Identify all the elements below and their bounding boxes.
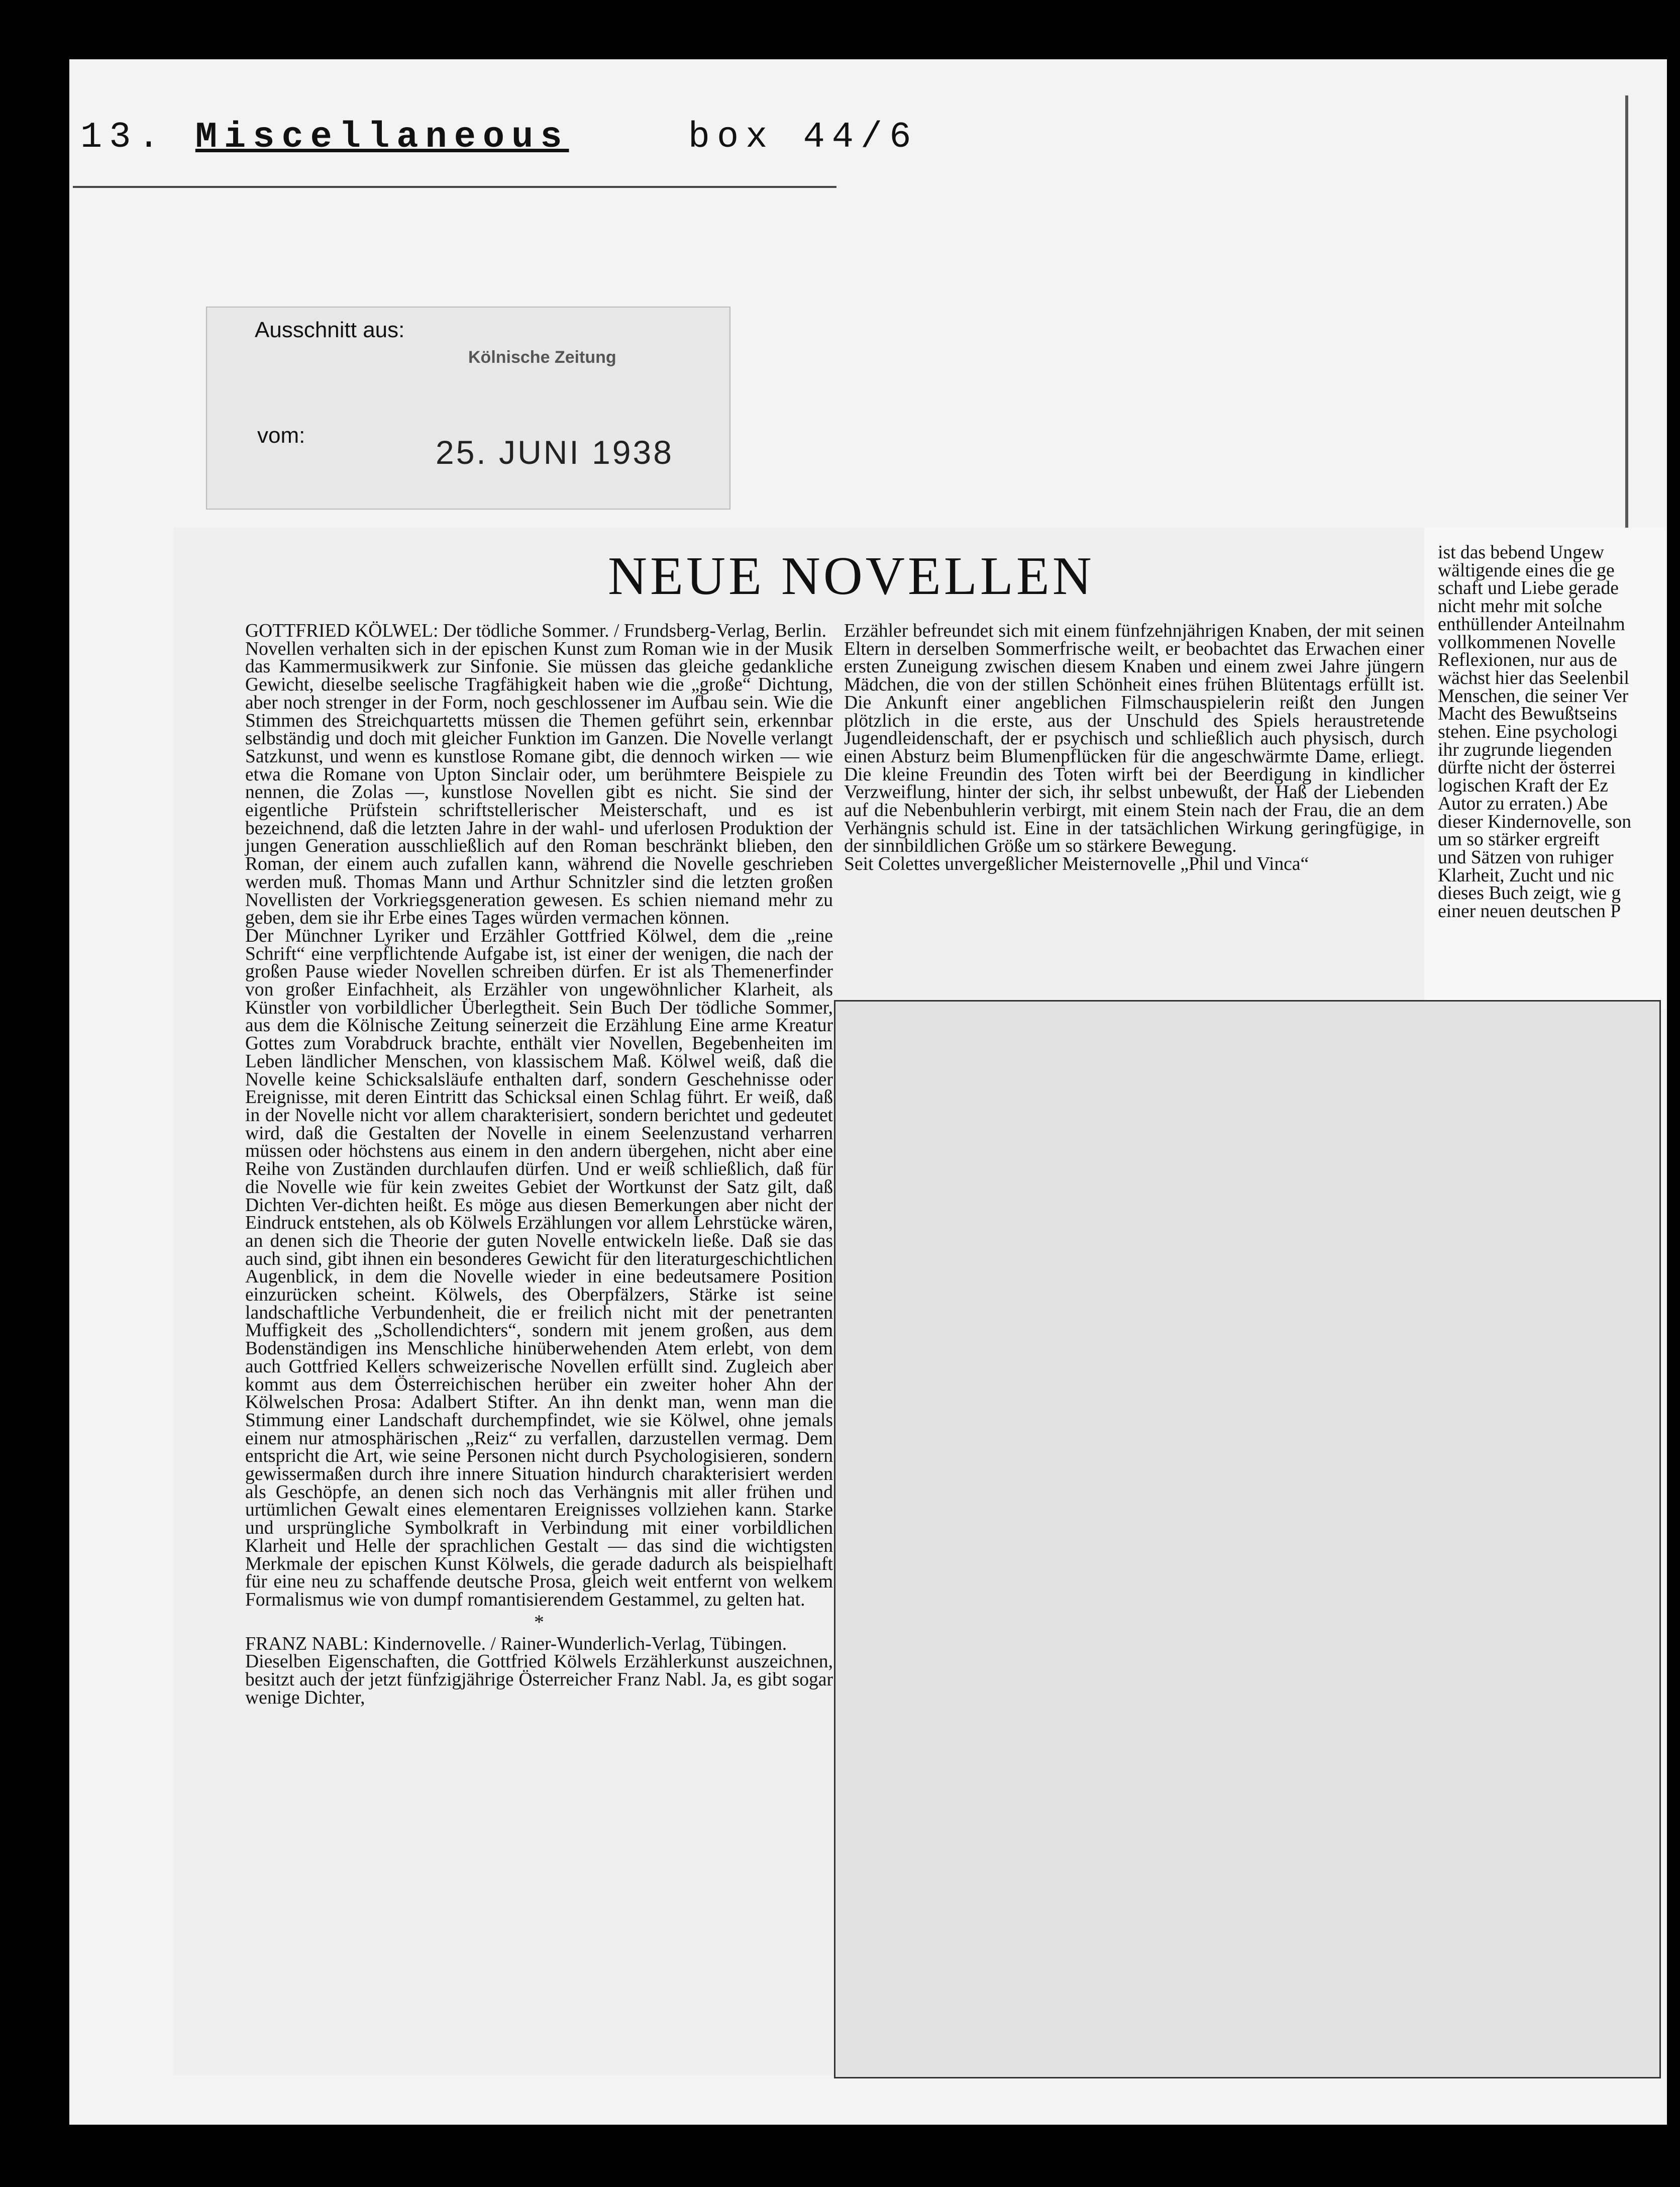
header-divider — [73, 186, 836, 188]
article-paragraph: Dieselben Eigenschaften, die Gottfried Kölwels Erzählerkunst auszeichnen, besitzt auch der jetzt fünfzigjährige Österreicher Franz Nabl. Ja, es gibt sogar wenige Dichter, — [245, 1651, 833, 1708]
article-column-3 — [1438, 544, 1664, 921]
column-line: logischen Kraft der Ez — [1438, 775, 1609, 797]
column-line: ist das bebend Ungew — [1438, 544, 1604, 563]
column-line: Menschen, die seiner Ver — [1438, 685, 1629, 707]
column-line: schaft und Liebe gerade — [1438, 578, 1619, 599]
article-headline: NEUE NOVELLEN — [608, 546, 1095, 606]
column-line: dürfte nicht der österrei — [1438, 757, 1616, 778]
column-line: um so stärker ergreift — [1438, 829, 1600, 850]
date-stamp: 25. JUNI 1938 — [436, 434, 674, 471]
column-line: vollkommenen Novelle — [1438, 632, 1616, 653]
article-column-1 — [245, 622, 833, 1707]
article-paragraph: Novellen verhalten sich in der epischen Kunst zum Roman wie in der Musik das Kammermusikwerk zur Sinfonie. Sie müssen das gleiche gedankliche Gewicht, dieselbe seelische Tragfähigkeit haben wie die „große“ Dichtung, aber noch strenger in der Form, noch geschlossener im Aufbau sein. Wie die Stimmen des Streichquartetts müssen die Themen geführt sein, erkennbar selbständig und doch mit gleicher Funktion im Ganzen. Die Novelle verlangt Satzkunst, und wenn es kunstlose Romane gibt, die dennoch wirken — wie etwa die Romane von Upton Sinclair oder, um berühmtere Beispiele zu nennen, die Zolas —, kunstlose Novellen gibt es nicht. Sie sind der eigentliche Prüfstein schriftstellerischer Meisterschaft, und es ist bezeichnend, daß die letzten Jahre in der wahl- und uferlosen Produktion der jungen Generation ausschließlich auf den Roman beschränkt blieben, den Roman, der einem auch zufallen kann, während die Novelle geschrieben werden muß. Thomas Mann und Arthur Schnitzler sind die letzten großen Novellisten der Vorkriegsgeneration gewesen. Es schien niemand mehr zu geben, dem sie ihr Erbe eines Tages würden vermachen können. — [245, 638, 833, 929]
source-stamp: Kölnische Zeitung — [468, 348, 616, 367]
book-heading-nabl: FRANZ NABL: Kindernovelle. / Rainer-Wunderlich-Verlag, Tübingen. — [245, 1633, 787, 1654]
column-line: dieser Kindernovelle, son — [1438, 811, 1632, 832]
header-category: Miscellaneous — [195, 117, 569, 158]
column-line: Autor zu erraten.) Abe — [1438, 793, 1608, 814]
column-line: einer neuen deutschen P — [1438, 901, 1621, 921]
article-paragraph: Seit Colettes unvergeßlicher Meisternovelle „Phil und Vinca“ — [844, 854, 1309, 875]
article-paragraph: Erzähler befreundet sich mit einem fünfzehnjährigen Knaben, der mit seinen Eltern in derselben Sommerfrische weilt, er beobachtet das Erwachen einer ersten Zuneigung zwischen diesem Knaben und einem zwei Jahre jüngern Mädchen, die von der stillen Schönheit eines frühen Blütentags erfüllt ist. Die Ankunft einer angeblichen Filmschauspielerin reißt den Jungen plötzlich in die erste, aus der Unschuld des Spiels heraustretende Jugendleidenschaft, der er psychisch und schließlich auch physisch, durch einen Absturz beim Blumenpflücken für die angeschwärmte Dame, erliegt. Die kleine Freundin des Toten wirft bei der Beerdigung in kindlicher Verzweiflung, hinter der sich, ihr selbst unbewußt, der Haß der Liebenden auf die Nebenbuhlerin verbirgt, mit einem Stein nach der Frau, die an dem Verhängnis schuld ist. Eine in der tatsächlichen Wirkung geringfügige, in der sinnbildlichen Größe um so stärkere Bewegung. — [844, 621, 1424, 857]
date-label: vom: — [257, 423, 305, 448]
column-line: ihr zugrunde liegenden — [1438, 739, 1612, 760]
header-box: box 44/6 — [688, 117, 918, 158]
column-line: wächst hier das Seelenbil — [1438, 667, 1629, 688]
column-line: Reflexionen, nur aus de — [1438, 650, 1617, 671]
blank-paper-area — [834, 1000, 1661, 2078]
column-line: nicht mehr mit solche — [1438, 596, 1602, 617]
column-line: dieses Buch zeigt, wie g — [1438, 883, 1621, 904]
book-heading-koelwel: GOTTFRIED KÖLWEL: Der tödliche Sommer. / Frundsberg-Verlag, Berlin. — [245, 621, 827, 641]
section-separator: * — [534, 1610, 544, 1633]
column-line: wältigende eines die ge — [1438, 560, 1615, 581]
header-number: 13. — [80, 117, 167, 158]
source-label: Ausschnitt aus: — [255, 318, 405, 342]
clipping-slip — [206, 307, 730, 510]
article-column-2 — [844, 622, 1424, 873]
column-line: und Sätzen von ruhiger — [1438, 847, 1614, 868]
column-line: Macht des Bewußtseins — [1438, 704, 1617, 725]
article-paragraph: Der Münchner Lyriker und Erzähler Gottfried Kölwel, dem die „reine Schrift“ eine verpflichtende Aufgabe ist, ist einer der wenigen, die nach der großen Pause wieder Novellen schreiben dürfen. Er ist als Themenerfinder von großer Einfachheit, als Erzähler von ungewöhnlicher Klarheit, als Künstler von vorbildlicher Überlegtheit. Sein Buch Der tödliche Sommer, aus dem die Kölnische Zeitung seinerzeit die Erzählung Eine arme Kreatur Gottes zum Vorabdruck brachte, enthält vier Novellen, Begebenheiten im Leben ländlicher Menschen, von klassischem Maß. Kölwel weiß, daß die Novelle keine Schicksalsläufe enthalten darf, sondern Geschehnisse oder Ereignisse, mit deren Eintritt das Schicksal einen Schlag führt. Er weiß, daß in der Novelle nicht vor allem charakterisiert, sondern berichtet und gedeutet wird, daß die Gestalten der Novelle in einem Seelenzustand verharren müssen oder höchstens aus einem in den andern übergehen, nicht aber eine Reihe von Zuständen durchlaufen dürfen. Und er weiß schließlich, daß für die Novelle wie für kein zweites Gebiet der Wortkunst der Satz gilt, daß Dichten Ver-dichten heißt. Es möge aus diesen Bemerkungen aber nicht der Eindruck entstehen, als ob Kölwels Erzählungen vor allem Lehrstücke wären, an denen sich die Theorie der guten Novelle entwickeln ließe. Daß sie das auch sind, gibt ihnen ein besonderes Gewicht für den literaturgeschichtlichen Augenblick, in dem die Novelle wieder in eine bedeutsamere Position einzurücken scheint. Kölwels, des Oberpfälzers, Stärke ist seine landschaftliche Verbundenheit, die er freilich nicht mit der penetranten Muffigkeit des „Schollendichters“, sondern mit jenem großen, aus dem Bodenständigen ins Menschliche hinüberwehenden Atem erlebt, von dem auch Gottfried Kellers schweizerische Novellen erfüllt sind. Zugleich aber kommt aus dem Österreichischen herüber ein zweiter hoher Ahn der Kölwelschen Prosa: Adalbert Stifter. An ihn denkt man, wenn man die Stimmung einer Landschaft durchempfindet, wie sie Kölwel, ohne jemals einem nur atmosphärischen „Reiz“ zu verfallen, darzustellen vermag. Dem entspricht die Art, wie seine Personen nicht durch Psychologisieren, sondern gewissermaßen durch ihre innere Situation hindurch charakterisiert werden als Geschöpfe, an denen sich noch das Verhängnis mit aller frühen und urtümlichen Gewalt eines elementaren Ereignisses vollziehen kann. Starke und ursprüngliche Symbolkraft in Verbindung mit einer vorbildlichen Klarheit und Helle der sprachlichen Gestalt — das sind die wichtigsten Merkmale der epischen Kunst Kölwels, die gerade dadurch als beispielhaft für eine neu zu schaffende deutsche Prosa, gleich weit entfernt von welkem Formalismus wie von dumpf romantisierendem Gestammel, zu gelten hat. — [245, 925, 833, 1610]
archive-header — [80, 117, 918, 158]
column-line: enthüllender Anteilnahm — [1438, 614, 1625, 635]
column-line: stehen. Eine psychologi — [1438, 722, 1618, 743]
column-line: Klarheit, Zucht und nic — [1438, 865, 1614, 886]
